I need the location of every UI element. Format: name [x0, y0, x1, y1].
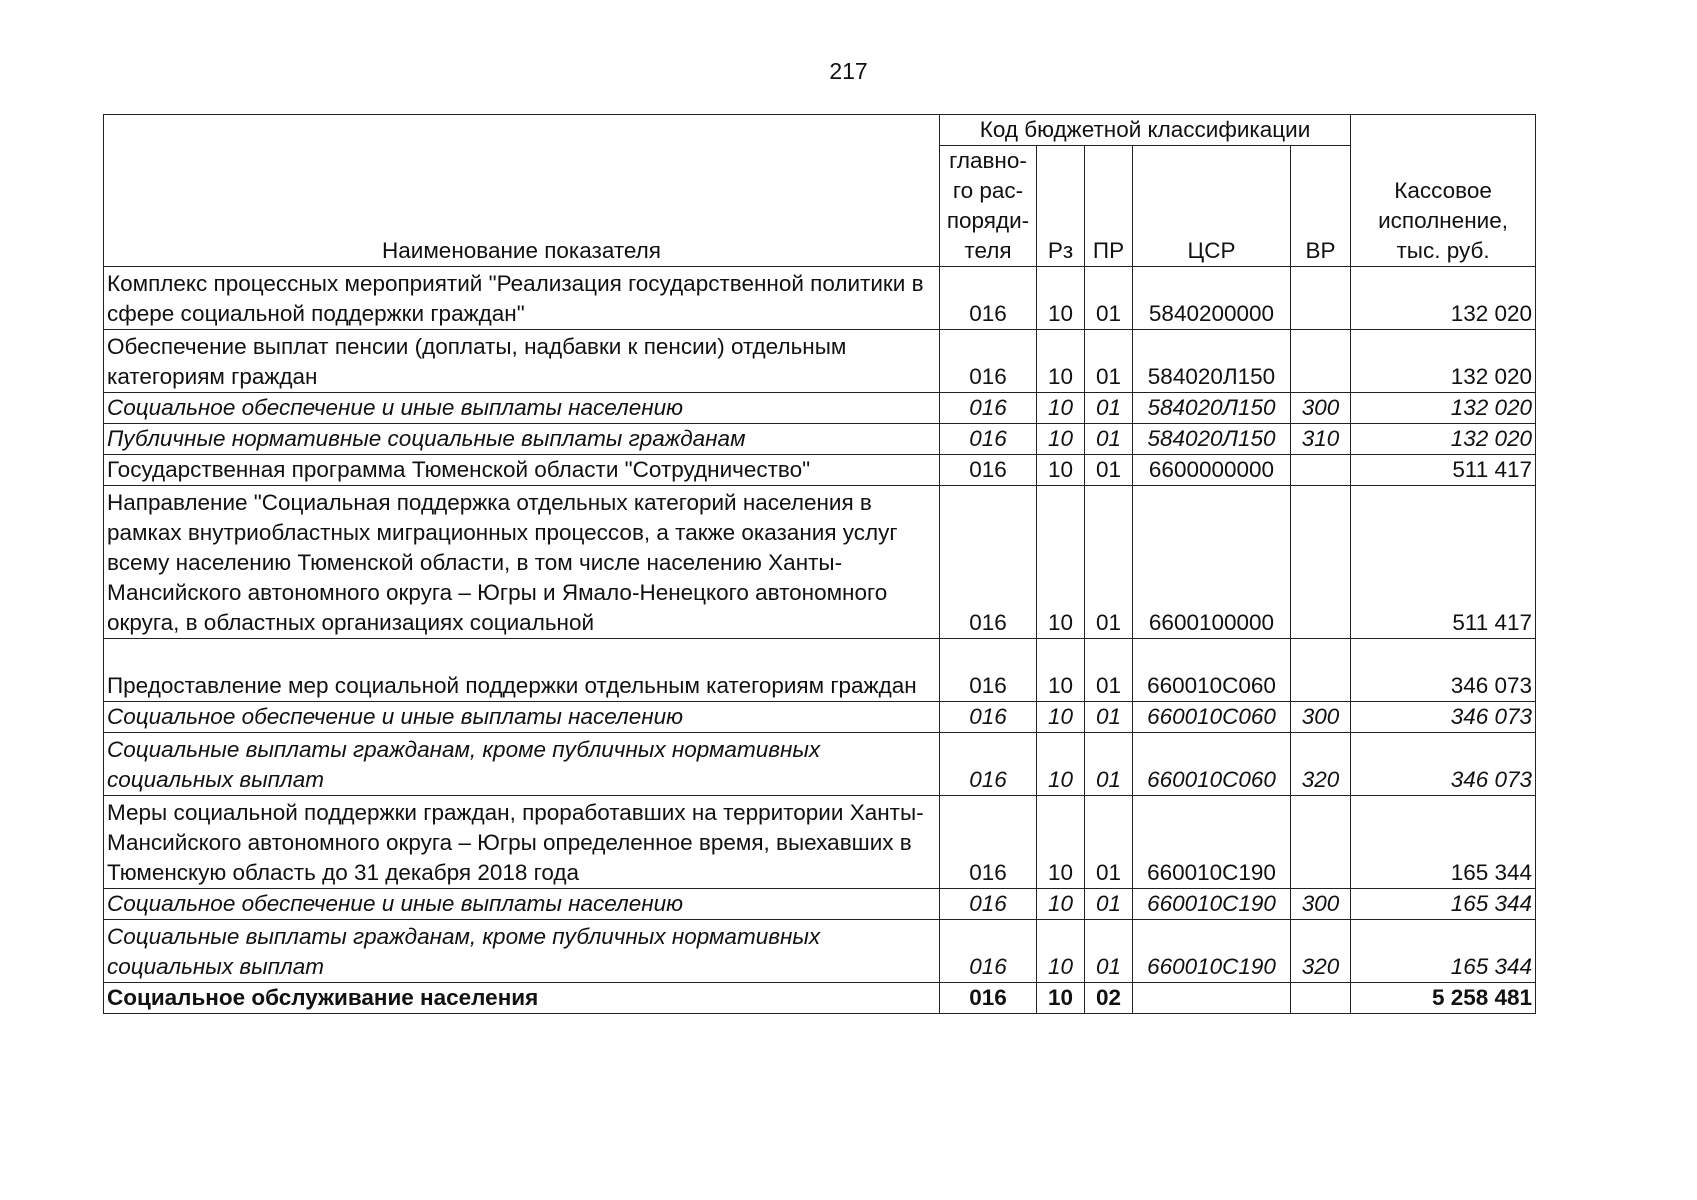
row-rz-code: 10	[1037, 920, 1085, 983]
row-rz-code: 10	[1037, 393, 1085, 424]
row-pr-code: 01	[1085, 424, 1133, 455]
row-rz-code: 10	[1037, 267, 1085, 330]
row-main-manager-code: 016	[940, 983, 1037, 1014]
row-amount: 132 020	[1351, 393, 1536, 424]
row-csr-code: 584020Л150	[1133, 330, 1291, 393]
row-vr-code: 300	[1291, 889, 1351, 920]
table-row	[104, 920, 1536, 983]
header-csr: ЦСР	[1133, 146, 1291, 267]
row-name: Социальные выплаты гражданам, кроме публичных нормативных социальных выплат	[104, 920, 940, 983]
header-name: Наименование показателя	[104, 115, 940, 267]
row-csr-code	[1133, 983, 1291, 1014]
row-name: Социальное обеспечение и иные выплаты населению	[104, 889, 940, 920]
table-row	[104, 424, 1536, 455]
row-csr-code: 6600000000	[1133, 455, 1291, 486]
table-row	[104, 889, 1536, 920]
row-main-manager-code: 016	[940, 920, 1037, 983]
row-pr-code: 01	[1085, 267, 1133, 330]
row-csr-code: 660010С190	[1133, 920, 1291, 983]
header-amount: Кассовое исполнение, тыс. руб.	[1351, 115, 1536, 267]
row-csr-code: 660010С060	[1133, 733, 1291, 796]
row-amount: 132 020	[1351, 330, 1536, 393]
row-amount: 346 073	[1351, 639, 1536, 702]
row-amount: 5 258 481	[1351, 983, 1536, 1014]
row-vr-code: 300	[1291, 393, 1351, 424]
table-row	[104, 393, 1536, 424]
table-row	[104, 983, 1536, 1014]
row-main-manager-code: 016	[940, 486, 1037, 639]
row-rz-code: 10	[1037, 424, 1085, 455]
row-csr-code: 660010С060	[1133, 639, 1291, 702]
row-main-manager-code: 016	[940, 393, 1037, 424]
row-name: Направление "Социальная поддержка отдельных категорий населения в рамках внутриобластных миграционных процессов, а также оказания услуг всему населению Тюменской области, в том числе населению Ханты-Мансийского автономного округа – Югры и Ямало-Ненецкого автономного округа, в областных организациях социальной	[104, 486, 940, 639]
row-amount: 132 020	[1351, 267, 1536, 330]
row-name: Социальное обеспечение и иные выплаты населению	[104, 393, 940, 424]
row-amount: 511 417	[1351, 486, 1536, 639]
table-row	[104, 639, 1536, 702]
row-csr-code: 6600100000	[1133, 486, 1291, 639]
row-amount: 165 344	[1351, 796, 1536, 889]
row-rz-code: 10	[1037, 455, 1085, 486]
row-amount: 511 417	[1351, 455, 1536, 486]
row-vr-code	[1291, 455, 1351, 486]
row-main-manager-code: 016	[940, 889, 1037, 920]
table-row	[104, 267, 1536, 330]
row-main-manager-code: 016	[940, 796, 1037, 889]
table-row	[104, 733, 1536, 796]
row-rz-code: 10	[1037, 733, 1085, 796]
row-pr-code: 01	[1085, 889, 1133, 920]
row-amount: 165 344	[1351, 920, 1536, 983]
row-pr-code: 01	[1085, 920, 1133, 983]
row-rz-code: 10	[1037, 639, 1085, 702]
row-csr-code: 584020Л150	[1133, 393, 1291, 424]
row-main-manager-code: 016	[940, 733, 1037, 796]
header-rz: Рз	[1037, 146, 1085, 267]
row-csr-code: 5840200000	[1133, 267, 1291, 330]
header-vr: ВР	[1291, 146, 1351, 267]
row-name: Социальное обслуживание населения	[104, 983, 940, 1014]
row-csr-code: 584020Л150	[1133, 424, 1291, 455]
row-name: Социальное обеспечение и иные выплаты населению	[104, 702, 940, 733]
page-number: 217	[829, 58, 868, 84]
row-vr-code: 320	[1291, 920, 1351, 983]
row-vr-code	[1291, 983, 1351, 1014]
row-pr-code: 01	[1085, 733, 1133, 796]
table-row	[104, 486, 1536, 639]
row-rz-code: 10	[1037, 889, 1085, 920]
row-vr-code: 310	[1291, 424, 1351, 455]
row-vr-code	[1291, 796, 1351, 889]
row-name: Публичные нормативные социальные выплаты гражданам	[104, 424, 940, 455]
row-rz-code: 10	[1037, 702, 1085, 733]
row-vr-code	[1291, 486, 1351, 639]
budget-table	[103, 114, 1536, 1014]
row-name: Обеспечение выплат пенсии (доплаты, надбавки к пенсии) отдельным категориям граждан	[104, 330, 940, 393]
row-vr-code: 300	[1291, 702, 1351, 733]
row-main-manager-code: 016	[940, 639, 1037, 702]
row-main-manager-code: 016	[940, 455, 1037, 486]
row-csr-code: 660010С190	[1133, 796, 1291, 889]
row-amount: 132 020	[1351, 424, 1536, 455]
row-main-manager-code: 016	[940, 702, 1037, 733]
row-name: Государственная программа Тюменской области "Сотрудничество"	[104, 455, 940, 486]
row-vr-code	[1291, 267, 1351, 330]
row-pr-code: 01	[1085, 486, 1133, 639]
row-csr-code: 660010С190	[1133, 889, 1291, 920]
row-name: Предоставление мер социальной поддержки отдельным категориям граждан	[104, 639, 940, 702]
row-main-manager-code: 016	[940, 267, 1037, 330]
row-pr-code: 01	[1085, 639, 1133, 702]
row-name: Комплекс процессных мероприятий "Реализация государственной политики в сфере социальной поддержки граждан"	[104, 267, 940, 330]
row-name: Социальные выплаты гражданам, кроме публичных нормативных социальных выплат	[104, 733, 940, 796]
row-rz-code: 10	[1037, 796, 1085, 889]
header-row-1	[104, 115, 1536, 146]
row-vr-code: 320	[1291, 733, 1351, 796]
row-pr-code: 02	[1085, 983, 1133, 1014]
row-vr-code	[1291, 639, 1351, 702]
row-pr-code: 01	[1085, 796, 1133, 889]
row-amount: 346 073	[1351, 702, 1536, 733]
table-row	[104, 330, 1536, 393]
table-row	[104, 796, 1536, 889]
table-row	[104, 702, 1536, 733]
row-main-manager-code: 016	[940, 330, 1037, 393]
header-code-group: Код бюджетной классификации	[940, 115, 1351, 146]
header-main-manager: главно-го рас-поряди-теля	[940, 146, 1037, 267]
row-pr-code: 01	[1085, 330, 1133, 393]
row-csr-code: 660010С060	[1133, 702, 1291, 733]
row-main-manager-code: 016	[940, 424, 1037, 455]
row-rz-code: 10	[1037, 330, 1085, 393]
row-pr-code: 01	[1085, 393, 1133, 424]
row-rz-code: 10	[1037, 983, 1085, 1014]
header-pr: ПР	[1085, 146, 1133, 267]
row-rz-code: 10	[1037, 486, 1085, 639]
row-amount: 165 344	[1351, 889, 1536, 920]
row-amount: 346 073	[1351, 733, 1536, 796]
table-row	[104, 455, 1536, 486]
row-name: Меры социальной поддержки граждан, проработавших на территории Ханты-Мансийского автономного округа – Югры определенное время, выехавших в Тюменскую область до 31 декабря 2018 года	[104, 796, 940, 889]
row-vr-code	[1291, 330, 1351, 393]
row-pr-code: 01	[1085, 702, 1133, 733]
row-pr-code: 01	[1085, 455, 1133, 486]
table-body	[104, 267, 1536, 1014]
